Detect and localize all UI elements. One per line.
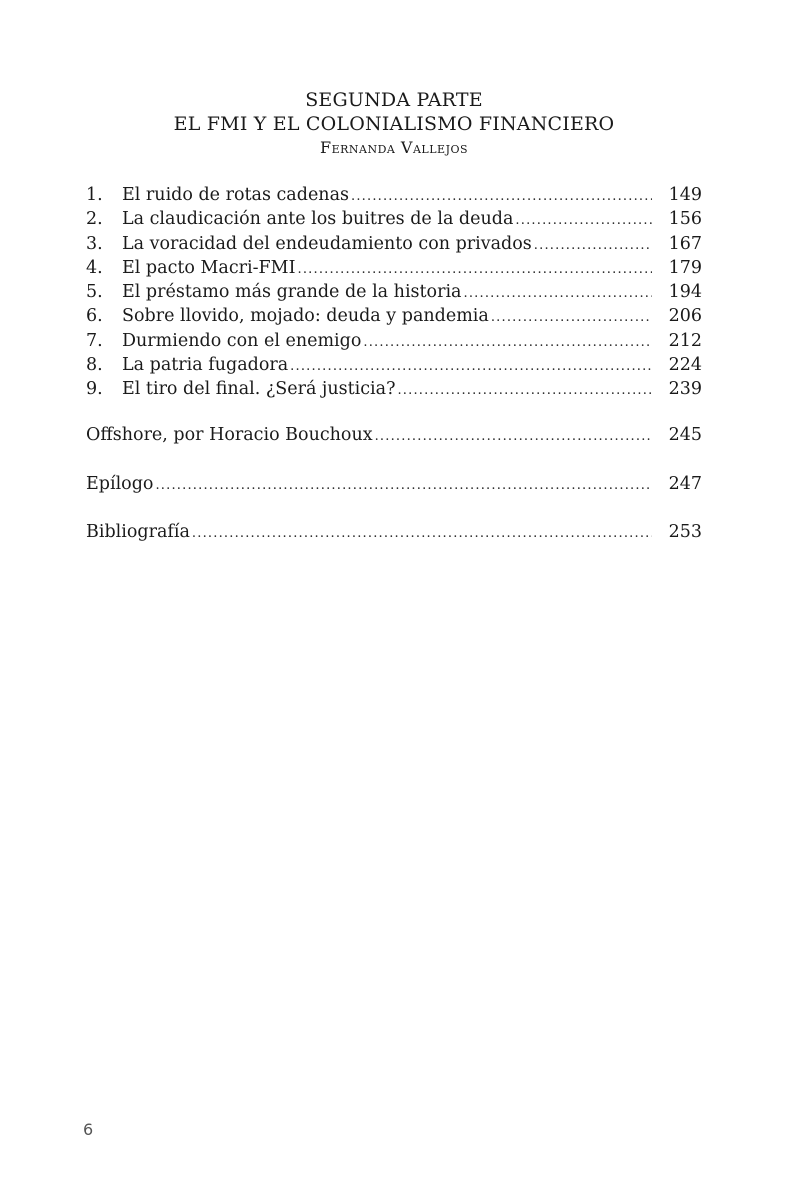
author-name: Fernanda Vallejos xyxy=(319,138,469,157)
toc-entry-5 xyxy=(86,280,702,304)
toc-entry-offshore xyxy=(86,423,702,447)
page-number: 179 xyxy=(668,257,702,278)
dot-leader xyxy=(351,185,652,209)
section-title: Offshore, por Horacio Bouchoux xyxy=(86,425,373,445)
toc-entry-6 xyxy=(86,304,702,328)
page-number: 253 xyxy=(668,522,702,542)
dot-leader xyxy=(192,522,652,546)
section-title: Epílogo xyxy=(86,474,154,494)
toc-entry-bibliografia xyxy=(86,520,702,544)
dot-leader xyxy=(534,234,652,258)
dot-leader xyxy=(298,258,652,282)
chapter-number: 2. xyxy=(86,209,103,230)
dot-leader xyxy=(155,474,652,498)
dot-leader xyxy=(491,306,652,330)
page-number: 212 xyxy=(668,330,702,351)
page-number: 156 xyxy=(668,209,702,230)
toc-entry-9 xyxy=(86,377,702,401)
dot-leader xyxy=(515,209,652,233)
dot-leader xyxy=(375,425,652,449)
chapter-number: 1. xyxy=(86,185,103,205)
toc-entry-4 xyxy=(86,256,702,280)
folio-page-number: 6 xyxy=(83,1120,94,1139)
toc-entry-1 xyxy=(86,183,702,207)
toc-entry-8 xyxy=(86,353,702,377)
page-number: 224 xyxy=(668,355,702,376)
chapter-number: 6. xyxy=(86,306,103,327)
dot-leader xyxy=(464,282,653,306)
page-number: 194 xyxy=(668,282,702,303)
table-of-contents xyxy=(86,183,702,402)
page-number: 247 xyxy=(668,474,702,494)
chapter-number: 4. xyxy=(86,257,103,278)
toc-entry-3 xyxy=(86,232,702,256)
chapter-title: Durmiendo con el enemigo xyxy=(122,330,362,351)
chapter-number: 8. xyxy=(86,355,103,376)
toc-entry-7 xyxy=(86,329,702,353)
chapter-title: El pacto Macri-FMI xyxy=(122,257,296,278)
page-number: 239 xyxy=(668,379,702,400)
page-number: 245 xyxy=(668,425,702,445)
dot-leader xyxy=(290,355,652,379)
chapter-title: El ruido de rotas cadenas xyxy=(122,185,349,205)
chapter-title: El tiro del final. ¿Será justicia? xyxy=(122,379,396,400)
chapter-number: 7. xyxy=(86,330,103,351)
chapter-title: La voracidad del endeudamiento con privados xyxy=(122,233,532,254)
chapter-title: La claudicación ante los buitres de la deuda xyxy=(122,209,514,230)
dot-leader xyxy=(397,379,652,403)
toc-entry-epilogo xyxy=(86,472,702,496)
page-number: 206 xyxy=(668,306,702,327)
chapter-title: Sobre llovido, mojado: deuda y pandemia xyxy=(122,306,489,327)
part-heading: SEGUNDA PARTE xyxy=(305,89,483,111)
chapter-title: La patria fugadora xyxy=(122,355,289,376)
chapter-number: 5. xyxy=(86,282,103,303)
dot-leader xyxy=(363,331,652,355)
section-title: Bibliografía xyxy=(86,522,190,542)
chapter-number: 3. xyxy=(86,233,103,254)
page-number: 149 xyxy=(668,185,702,205)
page-number: 167 xyxy=(668,233,702,254)
toc-entry-2 xyxy=(86,207,702,231)
part-title: EL FMI Y EL COLONIALISMO FINANCIERO xyxy=(173,113,615,135)
chapter-number: 9. xyxy=(86,379,103,400)
chapter-title: El préstamo más grande de la historia xyxy=(122,282,462,303)
